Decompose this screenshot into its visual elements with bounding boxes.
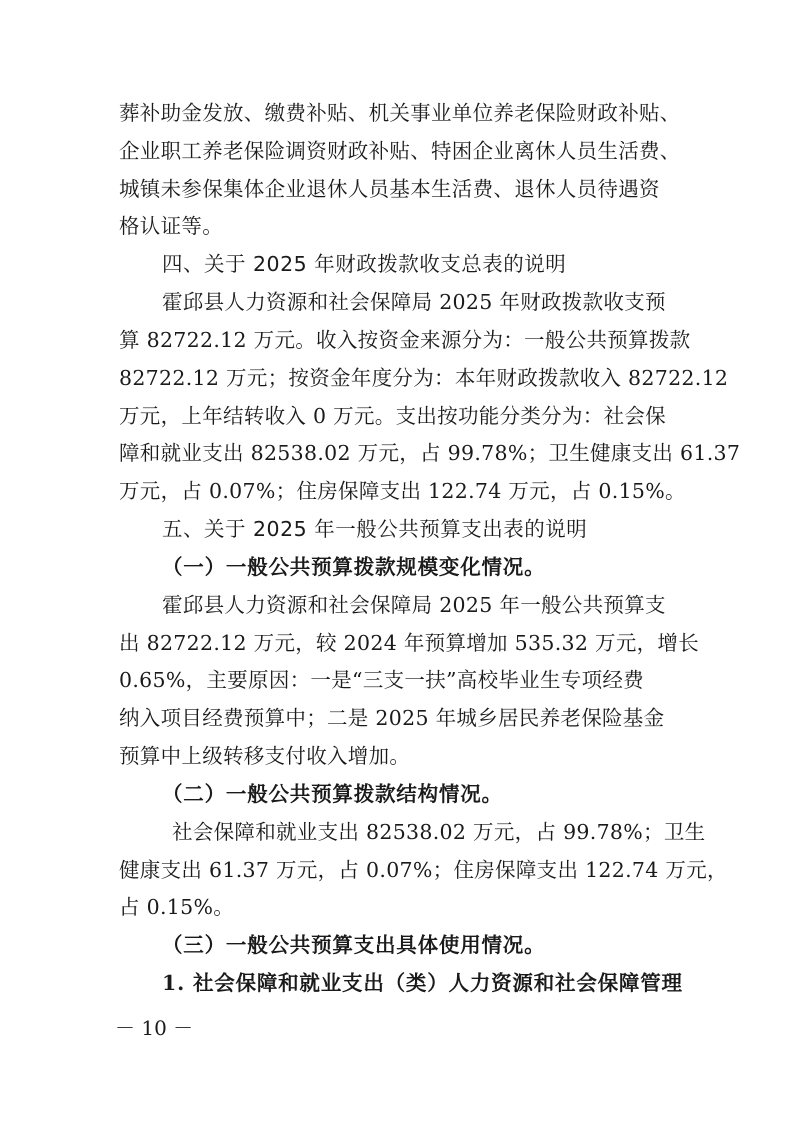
body-text-line: 格认证等。 [119,214,223,238]
body-text-line: 社会保障和就业支出 82538.02 万元，占 99.78%；卫生 [172,820,706,844]
body-text-line: 万元，上年结转收入 0 万元。支出按功能分类分为：社会保 [119,404,666,428]
section-heading-4: 四、关于 2025 年财政拨款收支总表的说明 [162,252,567,276]
body-text-line: 健康支出 61.37 万元，占 0.07%；住房保障支出 122.74 万元， [119,858,728,882]
subsection-heading-3: （三）一般公共预算支出具体使用情况。 [162,933,546,957]
page-number: － 10 － [115,1016,194,1040]
body-text-line: 企业职工养老保险调资财政补贴、特困企业离休人员生活费、 [119,139,681,163]
body-text-line: 算 82722.12 万元。收入按资金来源分为：一般公共预算拨款 [119,328,691,352]
subsection-heading-2: （二）一般公共预算拨款结构情况。 [162,782,503,806]
body-text-line: 障和就业支出 82538.02 万元，占 99.78%；卫生健康支出 61.37 [119,441,741,465]
body-text-line: 城镇未参保集体企业退休人员基本生活费、退休人员待遇资 [119,177,660,201]
body-text-line: 万元，占 0.07%；住房保障支出 122.74 万元，占 0.15%。 [119,479,686,503]
body-text-line: 出 82722.12 万元，较 2024 年预算增加 535.32 万元，增长 [119,631,700,655]
section-heading-5: 五、关于 2025 年一般公共预算支出表的说明 [162,517,588,541]
body-text-line: 霍邱县人力资源和社会保障局 2025 年一般公共预算支 [162,593,666,617]
subsection-heading-1: （一）一般公共预算拨款规模变化情况。 [162,555,546,579]
body-text-line: 82722.12 万元；按资金年度分为：本年财政拨款收入 82722.12 [119,366,729,390]
body-text-line: 纳入项目经费预算中；二是 2025 年城乡居民养老保险基金 [119,706,665,730]
body-text-line: 霍邱县人力资源和社会保障局 2025 年财政拨款收支预 [162,290,666,314]
body-text-line: 预算中上级转移支付收入增加。 [119,744,411,768]
body-text-line: 占 0.15%。 [119,895,235,919]
body-text-line: 葬补助金发放、缴费补贴、机关事业单位养老保险财政补贴、 [119,101,681,125]
item-heading-1: 1. 社会保障和就业支出（类）人力资源和社会保障管理 [162,971,683,995]
body-text-line: 0.65%，主要原因：一是“三支一扶”高校毕业生专项经费 [119,668,644,692]
